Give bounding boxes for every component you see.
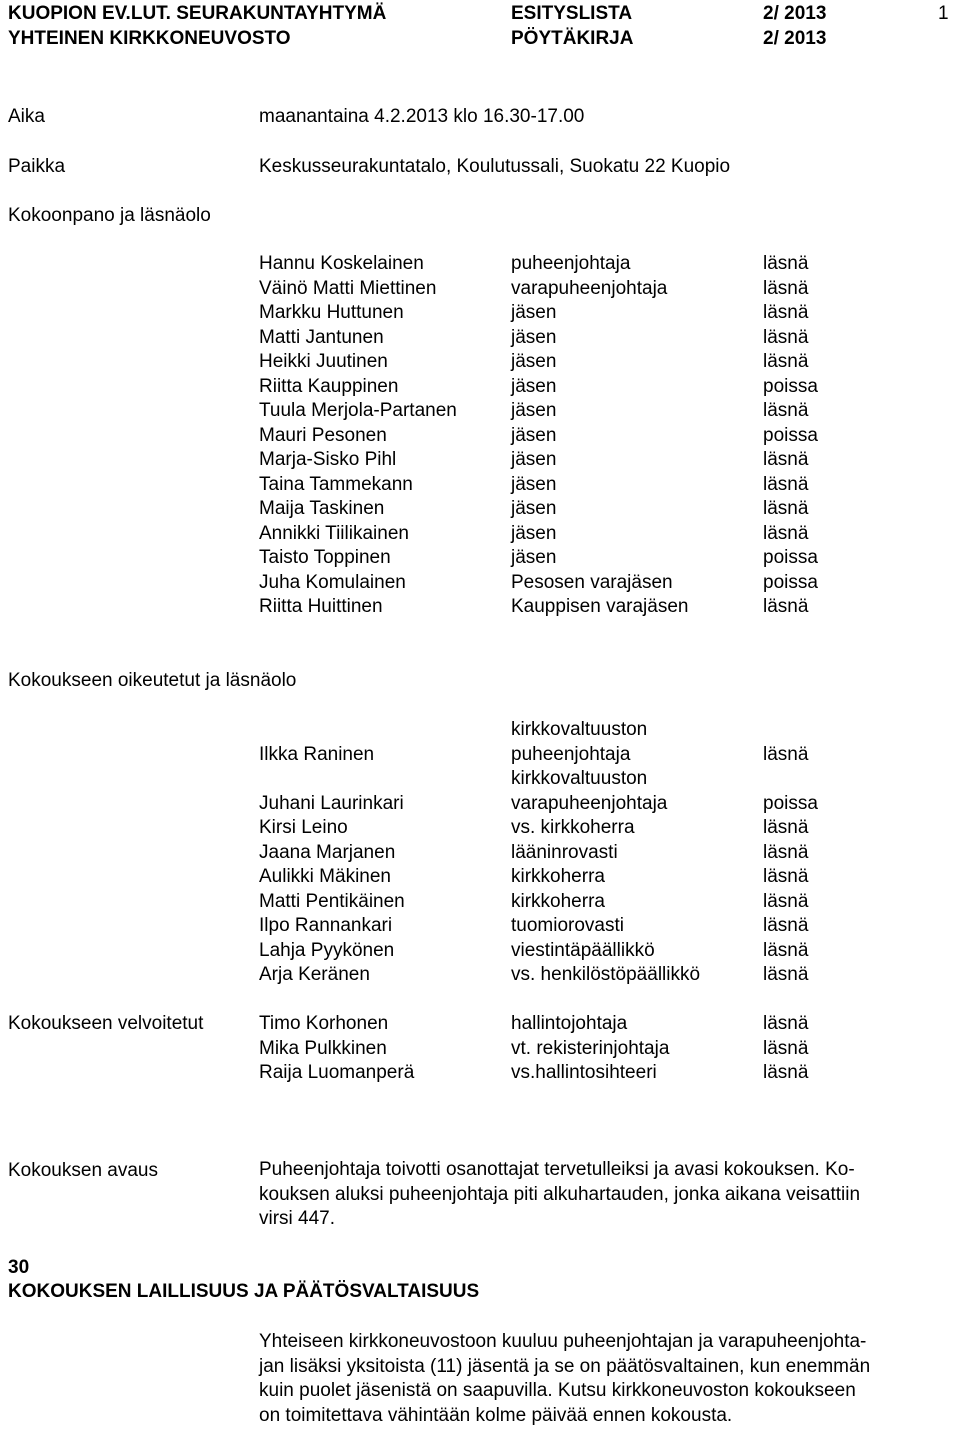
composition-label: Kokoonpano ja läsnäolo: [8, 205, 211, 226]
entitled-status: läsnä: [763, 939, 809, 961]
opening-label: Kokouksen avaus: [8, 1160, 158, 1181]
member-status: läsnä: [763, 302, 809, 323]
obliged-name: Mika Pulkkinen: [259, 1037, 387, 1059]
member-name: Väinö Matti Miettinen: [259, 277, 437, 299]
member-status: läsnä: [763, 473, 809, 495]
obliged-status: läsnä: [763, 1013, 809, 1034]
time-value: maanantaina 4.2.2013 klo 16.30-17.00: [259, 106, 585, 127]
member-status: läsnä: [763, 400, 809, 421]
time-label: Aika: [8, 106, 45, 127]
member-role: varapuheenjohtaja: [511, 277, 668, 299]
member-role: jäsen: [511, 522, 557, 544]
org-name-line1: KUOPION EV.LUT. SEURAKUNTAYHTYMÄ: [8, 3, 387, 24]
member-role: jäsen: [511, 351, 557, 372]
member-role: jäsen: [511, 449, 557, 470]
section-line: kuin puolet jäsenistä on saapuvilla. Kutsu kirkkoneuvoston kokoukseen: [259, 1380, 856, 1401]
member-status: läsnä: [763, 253, 809, 274]
member-name: Taina Tammekann: [259, 473, 413, 495]
opening-line: Puheenjohtaja toivotti osanottajat tervetulleiksi ja avasi kokouksen. Ko-: [259, 1159, 855, 1180]
obliged-label: Kokoukseen velvoitetut: [8, 1013, 204, 1034]
entitled-role: varapuheenjohtaja: [511, 792, 668, 814]
member-role: jäsen: [511, 302, 557, 323]
section-title: KOKOUKSEN LAILLISUUS JA PÄÄTÖSVALTAISUUS: [8, 1281, 480, 1302]
member-name: Taisto Toppinen: [259, 547, 391, 568]
member-name: Heikki Juutinen: [259, 351, 388, 372]
member-role: jäsen: [511, 424, 557, 446]
section-line: jan lisäksi yksitoista (11) jäsentä ja se on päätösvaltainen, kun enemmän: [259, 1355, 871, 1377]
member-name: Tuula Merjola-Partanen: [259, 400, 457, 421]
member-status: poissa: [763, 424, 818, 446]
member-status: läsnä: [763, 596, 809, 617]
member-name: Juha Komulainen: [259, 571, 406, 593]
entitled-status: poissa: [763, 792, 818, 814]
entitled-name: Lahja Pyykönen: [259, 939, 395, 961]
member-name: Hannu Koskelainen: [259, 253, 424, 274]
member-status: poissa: [763, 571, 818, 593]
opening-line: kouksen aluksi puheenjohtaja piti alkuhartauden, jonka aikana veisattiin: [259, 1183, 861, 1205]
member-role: puheenjohtaja: [511, 253, 631, 274]
obliged-role: hallintojohtaja: [511, 1013, 628, 1034]
entitled-status: läsnä: [763, 915, 809, 936]
entitled-status: läsnä: [763, 890, 809, 912]
place-value: Keskusseurakuntatalo, Koulutussali, Suokatu 22 Kuopio: [259, 156, 731, 177]
entitled-role-line1: kirkkovaltuuston: [511, 768, 648, 789]
section-line: Yhteiseen kirkkoneuvostoon kuuluu puheenjohtajan ja varapuheenjohta-: [259, 1331, 867, 1352]
obliged-status: läsnä: [763, 1037, 809, 1059]
member-name: Annikki Tiilikainen: [259, 522, 409, 544]
entitled-name: Jaana Marjanen: [259, 841, 396, 863]
member-role: jäsen: [511, 400, 557, 421]
section-line: on toimitettava vähintään kolme päivää ennen kokousta.: [259, 1404, 733, 1426]
obliged-role: vs.hallintosihteeri: [511, 1062, 657, 1083]
member-name: Matti Jantunen: [259, 326, 384, 348]
opening-text: [259, 1158, 949, 1232]
member-name: Markku Huttunen: [259, 302, 404, 323]
obliged-role: vt. rekisterinjohtaja: [511, 1037, 670, 1059]
obliged-name: Raija Luomanperä: [259, 1062, 415, 1083]
entitled-role: tuomiorovasti: [511, 915, 624, 936]
member-status: läsnä: [763, 277, 809, 299]
obliged-status: läsnä: [763, 1062, 809, 1083]
entitled-status: läsnä: [763, 743, 809, 765]
member-status: läsnä: [763, 522, 809, 544]
place-label: Paikka: [8, 156, 66, 177]
doc-number-minutes: 2/ 2013: [763, 28, 827, 49]
opening-line: virsi 447.: [259, 1208, 336, 1229]
member-role: jäsen: [511, 375, 557, 397]
entitled-role: viestintäpäällikkö: [511, 939, 655, 961]
member-name: Riitta Huittinen: [259, 596, 383, 617]
page-number: 1: [938, 3, 949, 24]
member-status: läsnä: [763, 351, 809, 372]
entitled-role: vs. henkilöstöpäällikkö: [511, 964, 701, 985]
member-status: läsnä: [763, 498, 809, 519]
entitled-name: Aulikki Mäkinen: [259, 866, 391, 887]
member-status: poissa: [763, 547, 818, 568]
obliged-name: Timo Korhonen: [259, 1013, 389, 1034]
member-role: jäsen: [511, 326, 557, 348]
entitled-role: kirkkoherra: [511, 866, 605, 887]
member-name: Riitta Kauppinen: [259, 375, 399, 397]
member-status: läsnä: [763, 326, 809, 348]
entitled-role: vs. kirkkoherra: [511, 817, 635, 838]
member-role: Pesosen varajäsen: [511, 571, 673, 593]
member-name: Mauri Pesonen: [259, 424, 387, 446]
entitled-name: Kirsi Leino: [259, 817, 348, 838]
doc-number-agenda: 2/ 2013: [763, 3, 827, 24]
entitled-status: läsnä: [763, 841, 809, 863]
member-name: Marja-Sisko Pihl: [259, 449, 397, 470]
entitled-name: Ilpo Rannankari: [259, 915, 393, 936]
member-status: poissa: [763, 375, 818, 397]
entitled-name: Arja Keränen: [259, 964, 370, 985]
member-name: Maija Taskinen: [259, 498, 385, 519]
doc-type-agenda: ESITYSLISTA: [511, 3, 633, 24]
section-number: 30: [8, 1257, 30, 1278]
entitled-role: puheenjohtaja: [511, 743, 631, 765]
entitled-role: lääninrovasti: [511, 841, 618, 863]
entitled-status: läsnä: [763, 866, 809, 887]
entitled-label: Kokoukseen oikeutetut ja läsnäolo: [8, 670, 297, 691]
entitled-name: Ilkka Raninen: [259, 743, 375, 765]
member-role: Kauppisen varajäsen: [511, 596, 689, 617]
member-status: läsnä: [763, 449, 809, 470]
entitled-status: läsnä: [763, 964, 809, 985]
entitled-role: kirkkoherra: [511, 890, 605, 912]
org-name-line2: YHTEINEN KIRKKONEUVOSTO: [8, 28, 291, 49]
member-role: jäsen: [511, 473, 557, 495]
member-role: jäsen: [511, 498, 557, 519]
section-text: [259, 1330, 949, 1428]
doc-type-minutes: PÖYTÄKIRJA: [511, 28, 634, 49]
entitled-name: Matti Pentikäinen: [259, 890, 405, 912]
entitled-status: läsnä: [763, 817, 809, 838]
entitled-name: Juhani Laurinkari: [259, 792, 404, 814]
entitled-role-line1: kirkkovaltuuston: [511, 719, 648, 740]
member-role: jäsen: [511, 547, 557, 568]
